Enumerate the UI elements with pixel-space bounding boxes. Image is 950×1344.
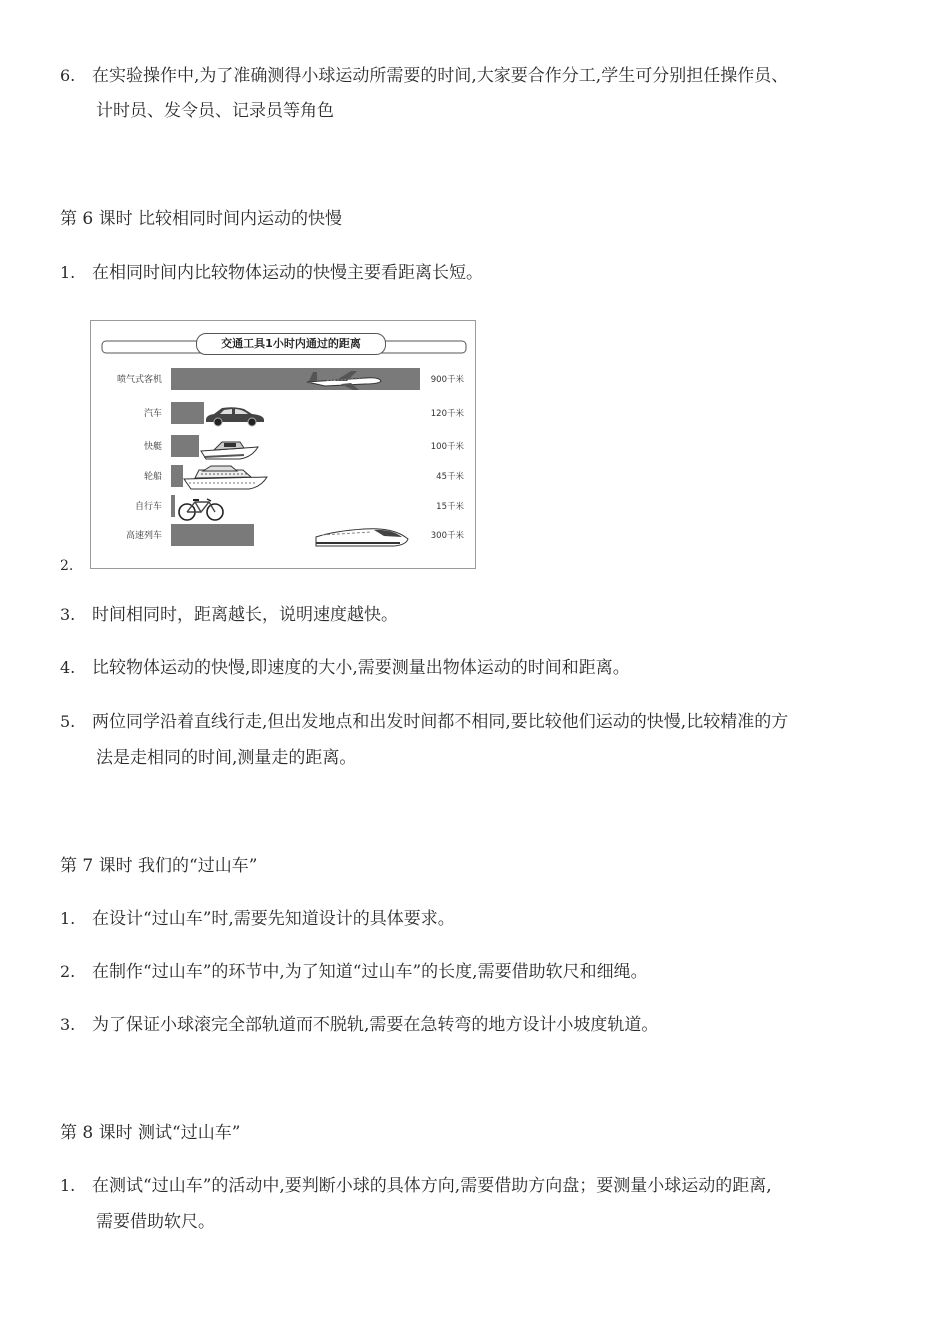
lesson7-item2-text: 在制作“过山车”的环节中,为了知道“过山车”的长度,需要借助软尺和细绳。 [92, 962, 648, 982]
lesson7-item1-number: 1. [60, 909, 76, 928]
chart-title: 交通工具1小时内通过的距离 [196, 333, 386, 355]
lesson7-item3-text: 为了保证小球滚完全部轨道而不脱轨,需要在急转弯的地方设计小坡度轨道。 [92, 1015, 659, 1035]
chart-category-label: 高速列车 [125, 531, 162, 541]
top-item-number: 6. [60, 66, 76, 85]
lesson7-item1-text: 在设计“过山车”时,需要先知道设计的具体要求。 [92, 909, 455, 929]
lesson7-item2-number: 2. [60, 962, 76, 981]
lesson6-item5-number: 5. [60, 712, 76, 731]
chart-value-label: 900千米 [430, 375, 464, 385]
lesson6-item1-number: 1. [60, 263, 76, 282]
lesson8-heading: 第 8 课时 测试“过山车” [60, 1123, 241, 1143]
top-item-line1: 在实验操作中,为了准确测得小球运动所需要的时间,大家要合作分工,学生可分别担任操作员、 [92, 66, 789, 86]
car-icon [204, 405, 266, 431]
bicycle-icon [177, 497, 225, 525]
chart-value-label: 15千米 [436, 502, 464, 512]
lesson6-item4-number: 4. [60, 658, 76, 677]
airplane-icon [305, 369, 383, 395]
train-icon [314, 525, 410, 553]
chart-bar [171, 465, 183, 487]
chart-category-label: 喷气式客机 [116, 375, 162, 385]
chart-category-label: 快艇 [143, 442, 162, 452]
lesson6-item3-text: 时间相同时，距离越长，说明速度越快。 [92, 605, 398, 625]
chart-bar [171, 524, 254, 546]
lesson6-item1-text: 在相同时间内比较物体运动的快慢主要看距离长短。 [92, 263, 483, 283]
lesson6-item4-text: 比较物体运动的快慢,即速度的大小,需要测量出物体运动的时间和距离。 [92, 658, 630, 678]
chart-value-label: 100千米 [430, 442, 464, 452]
chart-category-label: 自行车 [134, 502, 162, 512]
chart-category-label: 轮船 [143, 472, 162, 482]
lesson6-item5-line2: 法是走相同的时间,测量走的距离。 [96, 748, 357, 768]
chart-bar [171, 495, 175, 517]
chart-value-label: 45千米 [436, 472, 464, 482]
chart-bar [171, 435, 199, 457]
chart-value-label: 300千米 [430, 531, 464, 541]
chart-bar [171, 402, 204, 424]
lesson7-heading: 第 7 课时 我们的“过山车” [60, 856, 258, 876]
lesson8-item1-line2: 需要借助软尺。 [96, 1212, 215, 1232]
lesson6-item2-number: 2. [60, 558, 74, 574]
chart-category-label: 汽车 [143, 409, 162, 419]
lesson6-item5-line1: 两位同学沿着直线行走,但出发地点和出发时间都不相同,要比较他们运动的快慢,比较精准的方 [92, 712, 789, 732]
lesson6-item3-number: 3. [60, 605, 76, 624]
lesson6-heading: 第 6 课时 比较相同时间内运动的快慢 [60, 209, 343, 229]
ship-icon [183, 465, 269, 495]
speedboat-icon [200, 439, 260, 465]
lesson8-item1-line1: 在测试“过山车”的活动中,要判断小球的具体方向,需要借助方向盘；要测量小球运动的距离, [92, 1176, 772, 1196]
lesson8-item1-number: 1. [60, 1176, 76, 1195]
lesson7-item3-number: 3. [60, 1015, 76, 1034]
top-item-line2: 计时员、发令员、记录员等角色 [96, 101, 334, 121]
chart-value-label: 120千米 [430, 409, 464, 419]
